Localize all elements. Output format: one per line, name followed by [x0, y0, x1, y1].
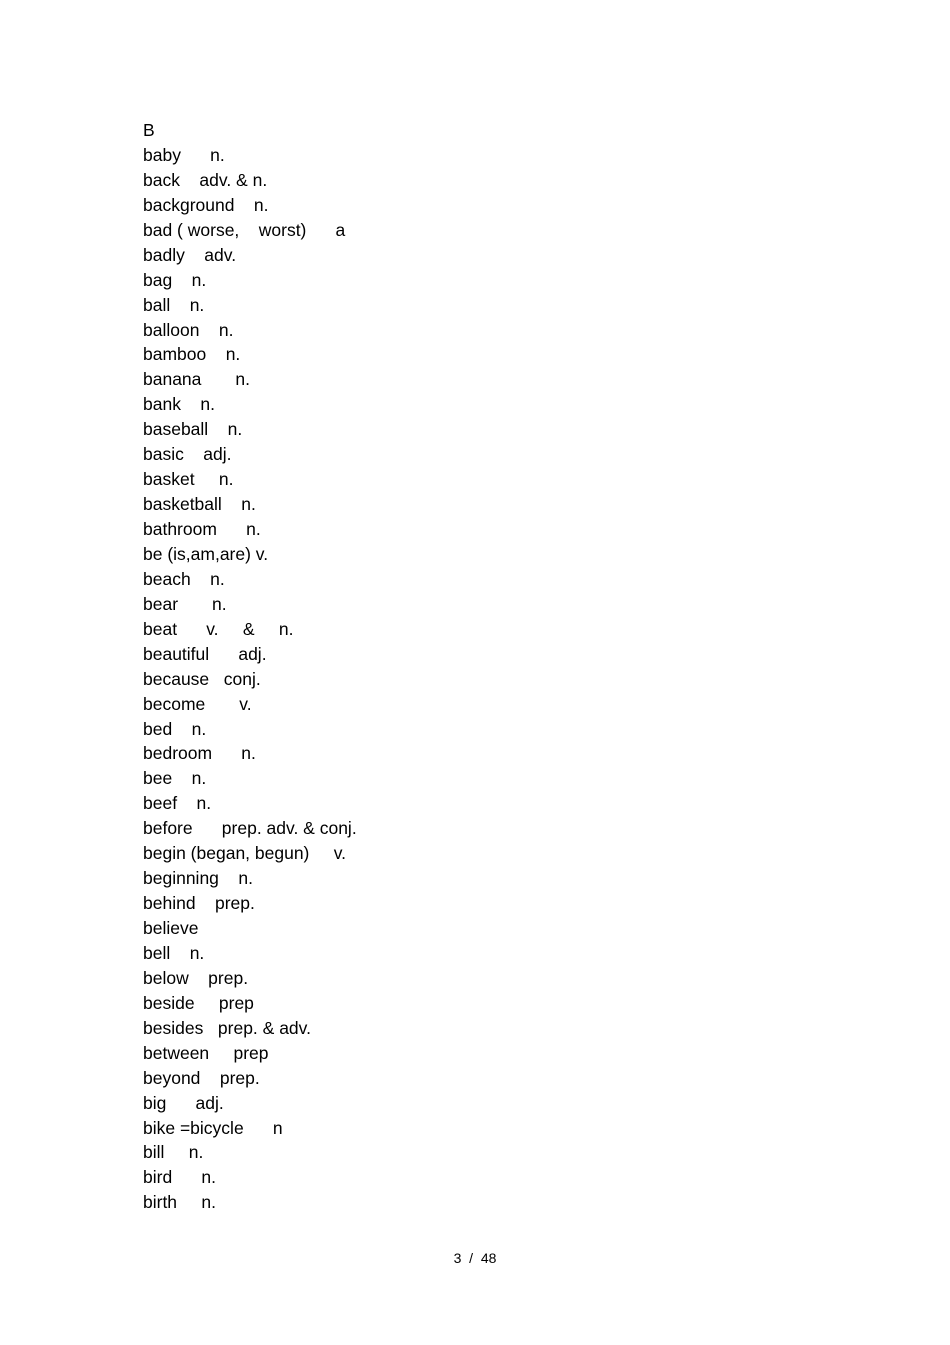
- vocab-entry: below prep.: [143, 967, 249, 988]
- vocab-entry: between prep: [143, 1042, 269, 1063]
- vocab-entry: baby n.: [143, 144, 225, 165]
- vocab-entry: background n.: [143, 194, 269, 215]
- vocab-entry: bee n.: [143, 768, 207, 789]
- vocab-entry: birth n.: [143, 1192, 216, 1213]
- vocab-entry: believe: [143, 918, 199, 938]
- vocab-entry: basic adj.: [143, 444, 232, 465]
- vocab-entry: bear n.: [143, 593, 227, 614]
- vocab-entry: big adj.: [143, 1092, 224, 1113]
- vocab-entry: baseball n.: [143, 419, 243, 440]
- vocab-entry: bank n.: [143, 394, 215, 415]
- vocab-entry: bamboo n.: [143, 344, 241, 365]
- vocab-entry: badly adv.: [143, 244, 237, 265]
- vocab-entry: ball n.: [143, 294, 205, 315]
- vocab-entry: bad ( worse, worst) a: [143, 219, 346, 240]
- vocab-entry: besides prep. & adv.: [143, 1017, 311, 1038]
- section-heading: B: [143, 120, 155, 140]
- vocab-entry: become v.: [143, 693, 252, 714]
- vocab-entry: balloon n.: [143, 319, 234, 340]
- vocab-entry: basket n.: [143, 469, 234, 490]
- vocab-entry: bathroom n.: [143, 519, 261, 539]
- vocab-entry: bell n.: [143, 942, 205, 963]
- vocab-entry: bird n.: [143, 1167, 216, 1188]
- vocab-entry: bed n.: [143, 718, 207, 739]
- vocab-entry: beyond prep.: [143, 1067, 260, 1088]
- page-number: 3 / 48: [453, 1250, 497, 1266]
- vocab-entry: before prep. adv. & conj.: [143, 818, 357, 839]
- vocabulary-list: [143, 118, 357, 1215]
- vocab-entry: basketball n.: [143, 494, 256, 515]
- vocab-entry: bill n.: [143, 1142, 204, 1163]
- vocab-entry: beside prep: [143, 992, 254, 1013]
- vocab-entry: beginning n.: [143, 868, 253, 889]
- vocab-entry: bike =bicycle n: [143, 1117, 283, 1138]
- vocab-entry: beautiful adj.: [143, 643, 267, 664]
- vocab-entry: beef n.: [143, 793, 212, 814]
- vocab-entry: banana n.: [143, 369, 251, 390]
- vocab-entry: back adv. & n.: [143, 169, 268, 190]
- vocab-entry: begin (began, begun) v.: [143, 843, 347, 864]
- vocab-entry: beat v. & n.: [143, 618, 294, 639]
- vocab-entry: bag n.: [143, 269, 207, 290]
- vocab-entry: behind prep.: [143, 893, 255, 914]
- vocab-entry: be (is,am,are) v.: [143, 543, 269, 564]
- vocab-entry: bedroom n.: [143, 743, 256, 764]
- vocab-entry: beach n.: [143, 568, 225, 589]
- vocab-entry: because conj.: [143, 668, 261, 689]
